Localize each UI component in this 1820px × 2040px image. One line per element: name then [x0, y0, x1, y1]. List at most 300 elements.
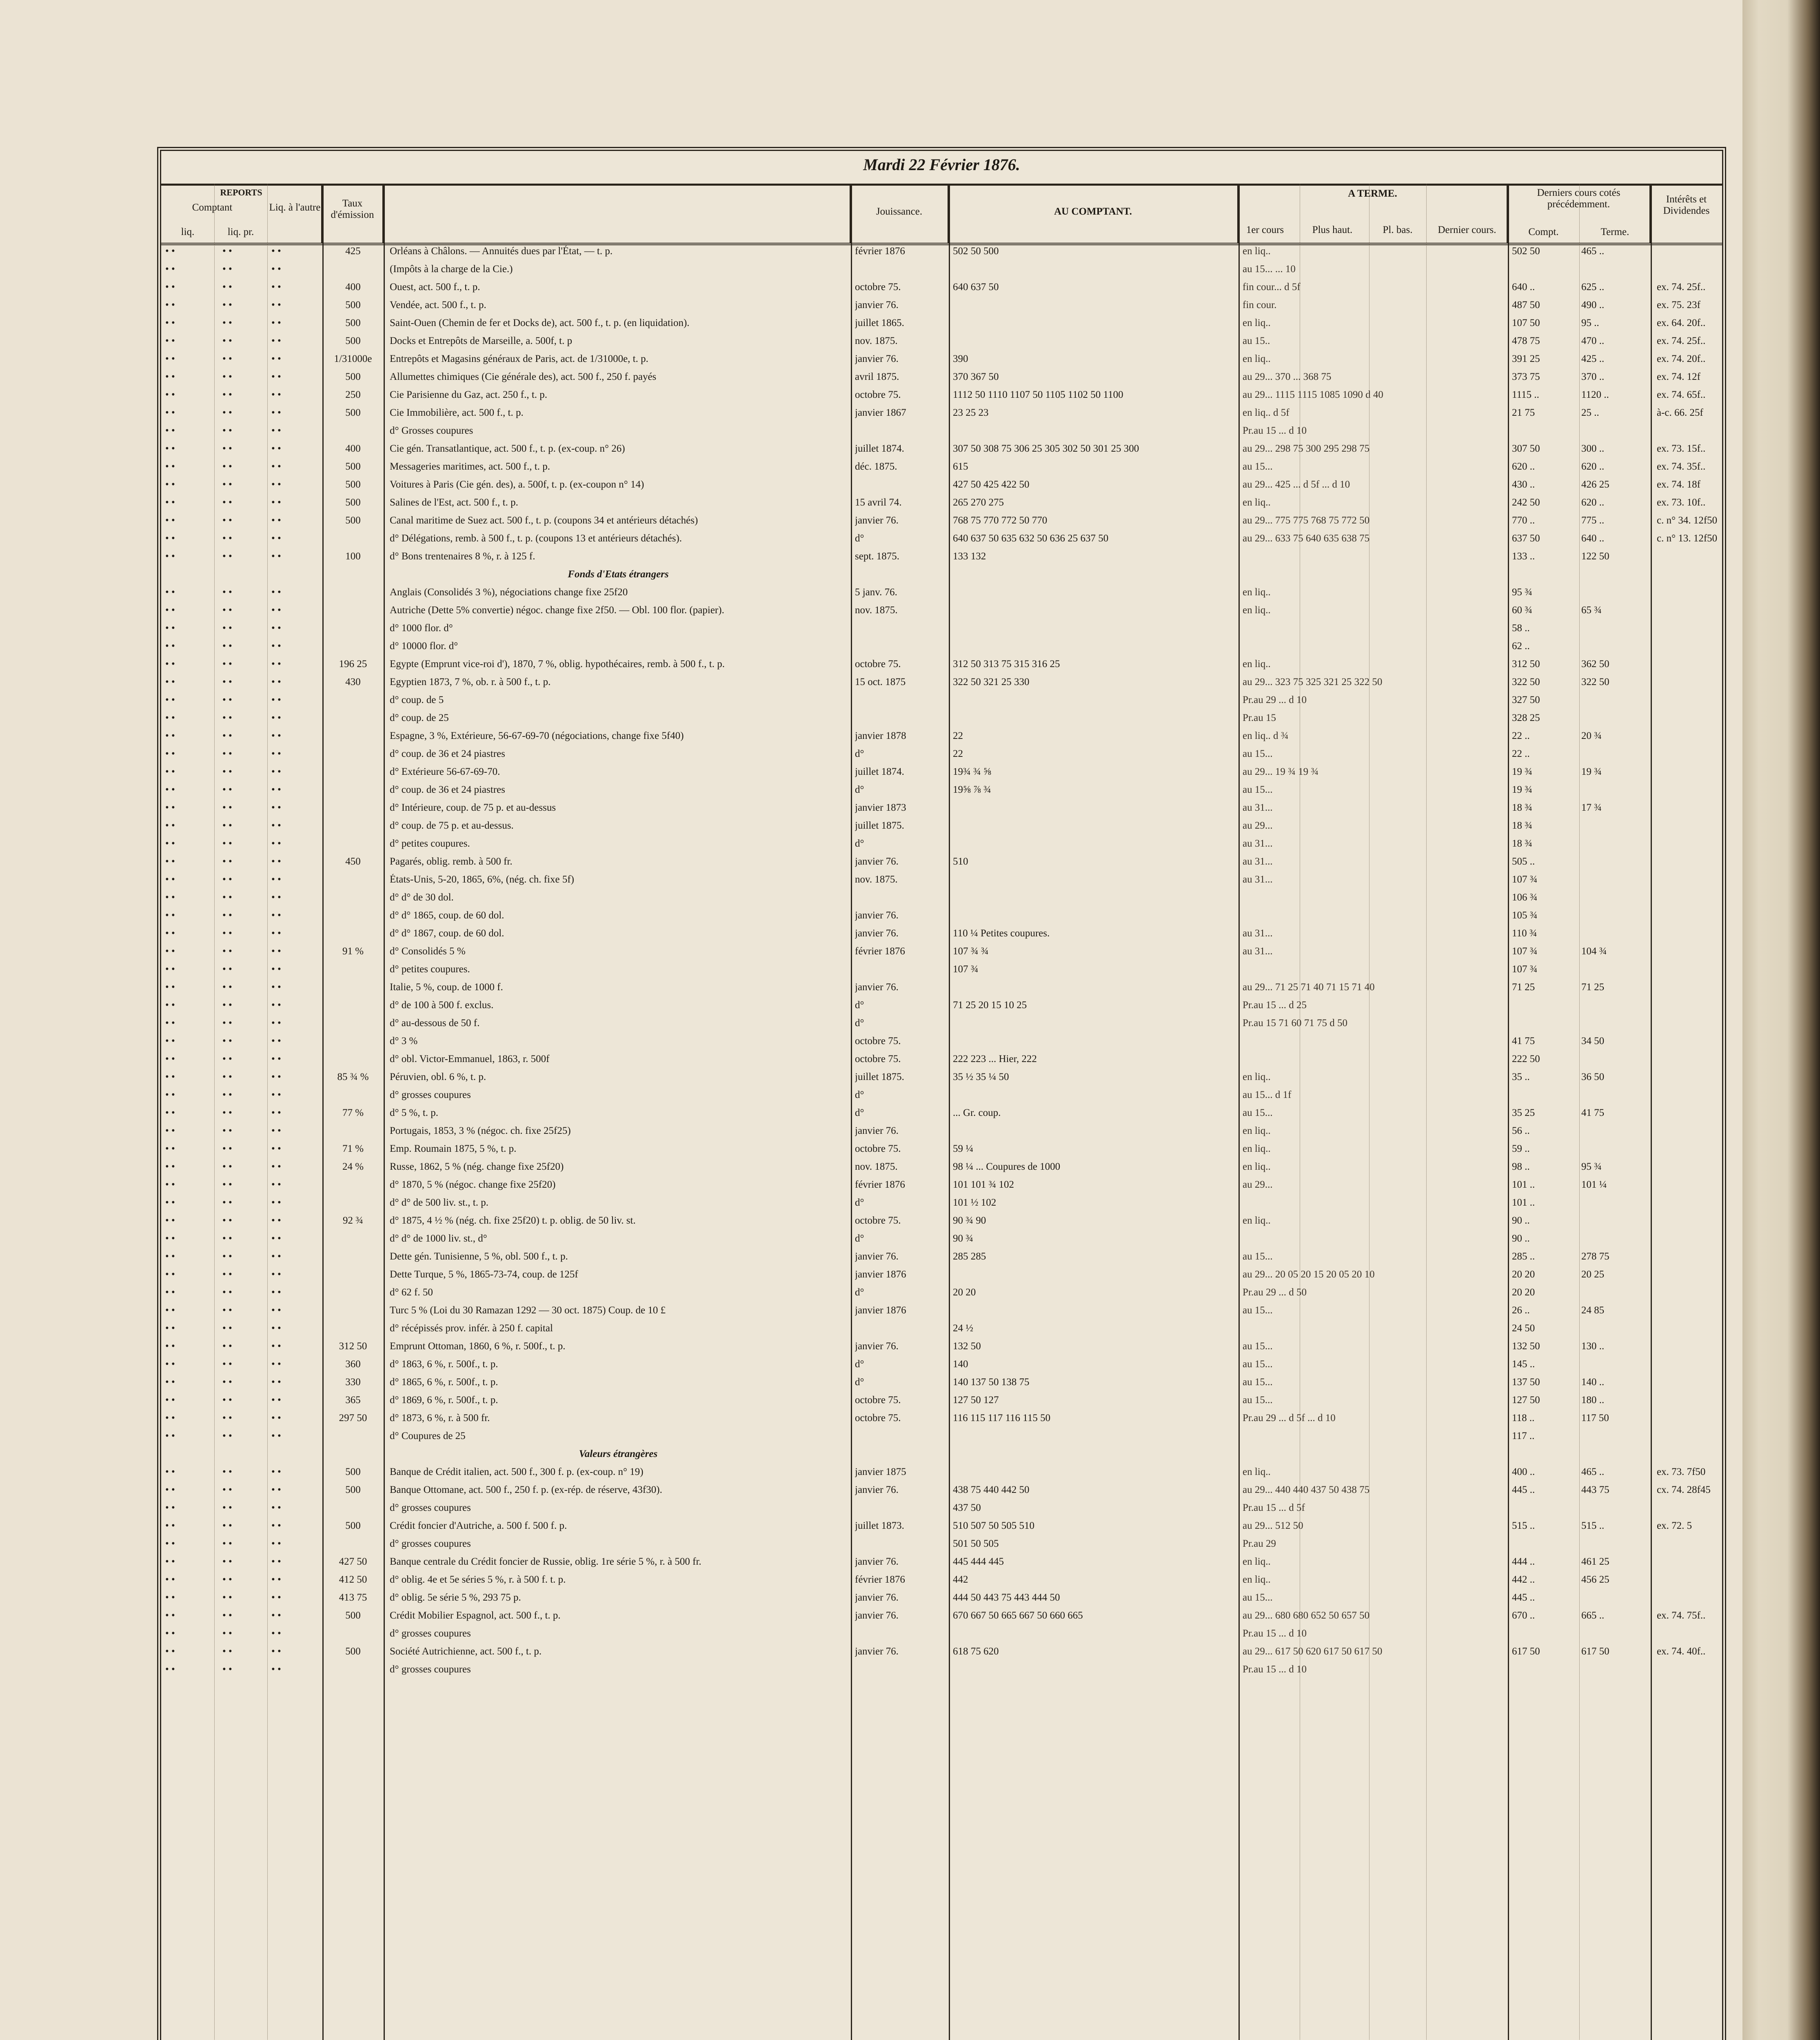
table-header [161, 184, 1722, 245]
comptant-cell: 101 101 ¾ 102 [953, 1179, 1014, 1190]
placeholder-dots: • • [165, 443, 175, 454]
table-row [161, 656, 1722, 674]
table-row [161, 494, 1722, 512]
placeholder-dots: • • [222, 1053, 232, 1064]
jouissance-cell: janvier 76. [855, 1484, 899, 1495]
placeholder-dots: • • [222, 1466, 232, 1477]
terme-cell: au 15... ... 10 [1243, 264, 1296, 275]
security-name: Egypte (Emprunt vice-roi d'), 1870, 7 %, oblig. hypothécaires, remb. à 500 f., t. p. [390, 659, 725, 670]
placeholder-dots: • • [271, 1610, 281, 1621]
dernier-comptant-cell: 640 .. [1512, 282, 1535, 293]
placeholder-dots: • • [165, 1179, 175, 1190]
dernier-comptant-cell: 617 50 [1512, 1646, 1540, 1657]
comptant-cell: 502 50 500 [953, 246, 999, 257]
taux-cell: 425 [345, 246, 361, 257]
taux-cell: 500 [345, 479, 361, 490]
security-name: d° 1870, 5 % (négoc. change fixe 25f20) [390, 1179, 556, 1190]
security-name: d° 1865, 6 %, r. 500f., t. p. [390, 1377, 498, 1388]
placeholder-dots: • • [271, 982, 281, 993]
sheet-date: Mardi 22 Février 1876. [863, 155, 1020, 174]
placeholder-dots: • • [165, 676, 175, 687]
placeholder-dots: • • [271, 1107, 281, 1118]
comptant-cell: 222 223 ... Hier, 222 [953, 1053, 1037, 1064]
terme-cell: Pr.au 15 ... d 10 [1243, 425, 1307, 436]
dernier-terme-cell: 426 25 [1581, 479, 1609, 490]
taux-cell: 77 % [342, 1107, 364, 1118]
dernier-comptant-cell: 21 75 [1512, 407, 1535, 418]
table-row [161, 1643, 1722, 1661]
placeholder-dots: • • [165, 1161, 175, 1172]
placeholder-dots: • • [222, 1305, 232, 1316]
taux-cell: 312 50 [339, 1341, 367, 1352]
table-row [161, 1428, 1722, 1446]
terme-cell: fin cour. [1243, 299, 1277, 310]
terme-cell: en liq.. [1243, 353, 1271, 364]
table-row [161, 261, 1722, 279]
placeholder-dots: • • [271, 1287, 281, 1298]
jouissance-cell: janvier 76. [855, 856, 899, 867]
placeholder-dots: • • [271, 838, 281, 849]
table-row [161, 997, 1722, 1015]
table-row [161, 1410, 1722, 1428]
comptant-label: Comptant [192, 202, 233, 213]
placeholder-dots: • • [271, 1556, 281, 1567]
table-row [161, 854, 1722, 871]
placeholder-dots: • • [271, 1018, 281, 1029]
table-row [161, 979, 1722, 997]
table-row [161, 1105, 1722, 1123]
table-row [161, 351, 1722, 369]
dernier-terme-cell: 17 ¾ [1581, 802, 1602, 813]
placeholder-dots: • • [222, 1412, 232, 1424]
placeholder-dots: • • [165, 946, 175, 957]
plus-haut-label: Plus haut. [1312, 224, 1353, 235]
terme-cell: au 15... [1243, 461, 1273, 472]
security-name: Banque centrale du Crédit foncier de Russie, oblig. 1re série 5 %, r. à 500 fr. [390, 1556, 701, 1567]
security-name: d° coup. de 36 et 24 piastres [390, 748, 505, 759]
placeholder-dots: • • [165, 425, 175, 436]
table-row [161, 1266, 1722, 1284]
placeholder-dots: • • [271, 676, 281, 687]
table-row [161, 1051, 1722, 1069]
placeholder-dots: • • [165, 479, 175, 490]
placeholder-dots: • • [222, 874, 232, 885]
dernier-cours-label: Dernier cours. [1438, 224, 1496, 235]
security-name: Dette Turque, 5 %, 1865-73-74, coup. de 125f [390, 1269, 578, 1280]
comptant-cell: 71 25 20 15 10 25 [953, 1000, 1027, 1011]
terme-cell: au 29... 298 75 300 295 298 75 [1243, 443, 1370, 454]
placeholder-dots: • • [271, 802, 281, 813]
dividende-cell: ex. 74. 20f.. [1657, 353, 1706, 364]
terme-cell: au 31... [1243, 856, 1273, 867]
liq-label: liq. [181, 226, 195, 237]
placeholder-dots: • • [222, 299, 232, 310]
placeholder-dots: • • [165, 1502, 175, 1513]
taux-cell: 365 [345, 1395, 361, 1406]
placeholder-dots: • • [165, 1538, 175, 1549]
security-name: Canal maritime de Suez act. 500 f., t. p. (coupons 34 et antérieurs détachés) [390, 515, 698, 526]
dividende-cell: ex. 75. 23f [1657, 299, 1700, 310]
placeholder-dots: • • [222, 353, 232, 364]
terme-cell: Pr.au 29 ... d 50 [1243, 1287, 1307, 1298]
taux-cell: 450 [345, 856, 361, 867]
terme-cell: Pr.au 29 ... d 10 [1243, 694, 1307, 705]
comptant-header [949, 186, 1238, 243]
placeholder-dots: • • [271, 407, 281, 418]
placeholder-dots: • • [271, 533, 281, 544]
placeholder-dots: • • [222, 1395, 232, 1406]
placeholder-dots: • • [271, 1305, 281, 1316]
dernier-comptant-cell: 60 ¾ [1512, 605, 1532, 616]
table-row [161, 764, 1722, 782]
jouissance-cell: janvier 76. [855, 299, 899, 310]
placeholder-dots: • • [271, 694, 281, 705]
table-row [161, 728, 1722, 746]
dividende-cell: ex. 74. 25f.. [1657, 282, 1706, 293]
placeholder-dots: • • [271, 1430, 281, 1441]
placeholder-dots: • • [271, 317, 281, 328]
security-name: d° petites coupures. [390, 838, 470, 849]
taux-cell: 500 [345, 335, 361, 346]
security-name: Banque de Crédit italien, act. 500 f., 300 f. p. (ex-coup. n° 19) [390, 1466, 644, 1477]
taux-cell: 297 50 [339, 1412, 367, 1424]
dernier-comptant-cell: 56 .. [1512, 1125, 1530, 1136]
table-row [161, 782, 1722, 800]
dernier-terme-cell: 104 ¾ [1581, 946, 1607, 957]
dernier-terme-cell: 1120 .. [1581, 389, 1609, 400]
table-row [161, 243, 1722, 261]
jouissance-cell: janvier 76. [855, 1251, 899, 1262]
table-row [161, 1482, 1722, 1500]
placeholder-dots: • • [271, 1251, 281, 1262]
placeholder-dots: • • [271, 443, 281, 454]
title-header [384, 186, 851, 243]
section-title: Fonds d'Etats étrangers [568, 569, 669, 580]
placeholder-dots: • • [222, 1556, 232, 1567]
dernier-comptant-cell: 478 75 [1512, 335, 1540, 346]
placeholder-dots: • • [222, 587, 232, 598]
placeholder-dots: • • [165, 748, 175, 759]
derniers-cours-label: Derniers cours cotés précédemment. [1537, 187, 1620, 210]
placeholder-dots: • • [222, 282, 232, 293]
placeholder-dots: • • [222, 1179, 232, 1190]
comptant-cell: 140 [953, 1359, 968, 1370]
security-name: d° coup. de 5 [390, 694, 444, 705]
comptant-cell: 127 50 127 [953, 1395, 999, 1406]
placeholder-dots: • • [271, 587, 281, 598]
security-name: Ouest, act. 500 f., t. p. [390, 282, 480, 293]
security-name: Société Autrichienne, act. 500 f., t. p. [390, 1646, 542, 1657]
dernier-comptant-cell: 445 .. [1512, 1592, 1535, 1603]
terme-cell: Pr.au 15 ... d 10 [1243, 1628, 1307, 1639]
dernier-comptant-cell: 19 ¾ [1512, 784, 1532, 795]
table-row [161, 961, 1722, 979]
placeholder-dots: • • [222, 982, 232, 993]
a-terme-label: A TERME. [1348, 188, 1397, 199]
jouissance-cell: janvier 1876 [855, 1269, 906, 1280]
comptant-cell: 107 ¾ [953, 964, 979, 975]
table-row [161, 889, 1722, 907]
terme-cell: au 29... 1115 1115 1085 1090 d 40 [1243, 389, 1383, 400]
dernier-comptant-cell: 98 .. [1512, 1161, 1530, 1172]
comptant-cell: 110 ¼ Petites coupures. [953, 928, 1050, 939]
taux-cell: 500 [345, 1520, 361, 1531]
comptant-cell: 98 ¼ ... Coupures de 1000 [953, 1161, 1061, 1172]
dividende-cell: ex. 73. 7f50 [1657, 1466, 1706, 1477]
dernier-comptant-cell: 670 .. [1512, 1610, 1535, 1621]
security-name: d° Grosses coupures [390, 425, 473, 436]
taux-cell: 500 [345, 299, 361, 310]
security-name: d° Consolidés 5 % [390, 946, 466, 957]
dernier-terme-cell: 95 ¾ [1581, 1161, 1602, 1172]
compt-label: Compt. [1528, 226, 1559, 237]
dernier-terme-cell: 41 75 [1581, 1107, 1605, 1118]
dernier-terme-cell: 640 .. [1581, 533, 1605, 544]
placeholder-dots: • • [165, 623, 175, 634]
jouissance-cell: avril 1875. [855, 371, 899, 382]
terme-cell: en liq.. [1243, 1215, 1271, 1226]
placeholder-dots: • • [271, 1484, 281, 1495]
security-name: d° d° 1867, coup. de 60 dol. [390, 928, 504, 939]
placeholder-dots: • • [165, 407, 175, 418]
table-row [161, 584, 1722, 602]
jouissance-cell: juillet 1875. [855, 820, 904, 831]
dernier-comptant-cell: 132 50 [1512, 1341, 1540, 1352]
table-row [161, 1231, 1722, 1248]
terme-cell: en liq.. [1243, 1574, 1271, 1585]
table-row [161, 459, 1722, 477]
dernier-terme-cell: 101 ¼ [1581, 1179, 1607, 1190]
jouissance-cell: juillet 1865. [855, 317, 904, 328]
placeholder-dots: • • [222, 623, 232, 634]
placeholder-dots: • • [165, 1323, 175, 1334]
placeholder-dots: • • [271, 371, 281, 382]
placeholder-dots: • • [165, 1610, 175, 1621]
terme-cell: au 29... 323 75 325 321 25 322 50 [1243, 676, 1383, 687]
placeholder-dots: • • [271, 1089, 281, 1100]
dernier-terme-cell: 300 .. [1581, 443, 1605, 454]
jouissance-cell: nov. 1875. [855, 605, 898, 616]
terme-cell: fin cour... d 5f [1243, 282, 1301, 293]
security-name: d° 3 % [390, 1036, 418, 1047]
placeholder-dots: • • [165, 299, 175, 310]
dernier-terme-cell: 180 .. [1581, 1395, 1605, 1406]
security-name: Crédit foncier d'Autriche, a. 500 f. 500 f. p. [390, 1520, 567, 1531]
jouissance-cell: octobre 75. [855, 1053, 901, 1064]
placeholder-dots: • • [222, 461, 232, 472]
dernier-terme-cell: 620 .. [1581, 461, 1605, 472]
security-name: Péruvien, obl. 6 %, t. p. [390, 1071, 486, 1082]
table-row [161, 423, 1722, 441]
jouissance-header [851, 186, 949, 243]
placeholder-dots: • • [271, 1341, 281, 1352]
taux-cell: 1/31000e [334, 353, 372, 364]
security-name: Docks et Entrepôts de Marseille, a. 500f, t. p [390, 335, 573, 346]
dernier-comptant-cell: 18 ¾ [1512, 820, 1532, 831]
placeholder-dots: • • [222, 838, 232, 849]
jouissance-cell: juillet 1873. [855, 1520, 904, 1531]
placeholder-dots: • • [222, 820, 232, 831]
jouissance-cell: janvier 76. [855, 1125, 899, 1136]
taux-cell: 500 [345, 497, 361, 508]
dernier-comptant-cell: 18 ¾ [1512, 802, 1532, 813]
table-row [161, 1141, 1722, 1159]
table-row [161, 1284, 1722, 1302]
terme-cell: au 29... 19 ¾ 19 ¾ [1243, 766, 1319, 777]
placeholder-dots: • • [222, 1018, 232, 1029]
placeholder-dots: • • [271, 1161, 281, 1172]
placeholder-dots: • • [271, 730, 281, 741]
security-name: Portugais, 1853, 3 % (négoc. ch. fixe 25f25) [390, 1125, 571, 1136]
dernier-terme-cell: 617 50 [1581, 1646, 1609, 1657]
comptant-cell: 427 50 425 422 50 [953, 479, 1030, 490]
placeholder-dots: • • [271, 1646, 281, 1657]
comptant-cell: 35 ½ 35 ¼ 50 [953, 1071, 1009, 1082]
jouissance-cell: janvier 76. [855, 515, 899, 526]
jouissance-cell: d° [855, 1233, 864, 1244]
security-name: Dette gén. Tunisienne, 5 %, obl. 500 f., t. p. [390, 1251, 568, 1262]
placeholder-dots: • • [165, 928, 175, 939]
comptant-cell: 265 270 275 [953, 497, 1004, 508]
security-name: d° de 100 à 500 f. exclus. [390, 1000, 494, 1011]
placeholder-dots: • • [271, 1125, 281, 1136]
liq-pr-label: liq. pr. [227, 226, 254, 237]
table-row [161, 369, 1722, 387]
placeholder-dots: • • [271, 712, 281, 723]
dernier-terme-cell: 140 .. [1581, 1377, 1605, 1388]
comptant-cell: 640 637 50 [953, 282, 999, 293]
table-row [161, 1374, 1722, 1392]
placeholder-dots: • • [222, 802, 232, 813]
comptant-cell: 23 25 23 [953, 407, 989, 418]
terme-cell: en liq.. [1243, 587, 1271, 598]
placeholder-dots: • • [165, 820, 175, 831]
jouissance-cell: juillet 1874. [855, 443, 904, 454]
jouissance-cell: d° [855, 1197, 864, 1208]
placeholder-dots: • • [165, 766, 175, 777]
table-row [161, 1608, 1722, 1625]
dernier-terme-cell: 95 .. [1581, 317, 1599, 328]
placeholder-dots: • • [271, 784, 281, 795]
table-row [161, 333, 1722, 351]
terme-cell: Pr.au 15 [1243, 712, 1276, 723]
dernier-terme-cell: 65 ¾ [1581, 605, 1602, 616]
terme-cell: Pr.au 15 ... d 25 [1243, 1000, 1307, 1011]
jouissance-cell: d° [855, 1089, 864, 1100]
jouissance-cell: octobre 75. [855, 1036, 901, 1047]
dernier-comptant-cell: 1115 .. [1512, 389, 1539, 400]
terme-cell: au 29... 512 50 [1243, 1520, 1303, 1531]
jouissance-cell: sept. 1875. [855, 551, 900, 562]
dernier-comptant-cell: 127 50 [1512, 1395, 1540, 1406]
dernier-comptant-cell: 312 50 [1512, 659, 1540, 670]
placeholder-dots: • • [222, 389, 232, 400]
placeholder-dots: • • [222, 1628, 232, 1639]
security-name: d° d° de 30 dol. [390, 892, 454, 903]
placeholder-dots: • • [222, 730, 232, 741]
jouissance-cell: juillet 1875. [855, 1071, 904, 1082]
comptant-cell: 615 [953, 461, 968, 472]
comptant-cell: 438 75 440 442 50 [953, 1484, 1030, 1495]
terme-cell: au 31... [1243, 838, 1273, 849]
dernier-comptant-cell: 35 .. [1512, 1071, 1530, 1082]
dividende-cell: ex. 74. 18f [1657, 479, 1700, 490]
comptant-cell: 444 50 443 75 443 444 50 [953, 1592, 1060, 1603]
taux-cell: 91 % [342, 946, 364, 957]
placeholder-dots: • • [222, 605, 232, 616]
comptant-cell: 285 285 [953, 1251, 986, 1262]
dernier-comptant-cell: 242 50 [1512, 497, 1540, 508]
dernier-comptant-cell: 106 ¾ [1512, 892, 1538, 903]
placeholder-dots: • • [271, 1628, 281, 1639]
security-name: Autriche (Dette 5% convertie) négoc. change fixe 2f50. — Obl. 100 flor. (papier). [390, 605, 724, 616]
dernier-comptant-cell: 770 .. [1512, 515, 1535, 526]
dernier-comptant-cell: 107 50 [1512, 317, 1540, 328]
placeholder-dots: • • [222, 910, 232, 921]
security-name: d° 5 %, t. p. [390, 1107, 439, 1118]
placeholder-dots: • • [222, 317, 232, 328]
reports-header [161, 186, 322, 243]
dernier-comptant-cell: 445 .. [1512, 1484, 1535, 1495]
placeholder-dots: • • [271, 946, 281, 957]
dernier-terme-cell: 665 .. [1581, 1610, 1605, 1621]
placeholder-dots: • • [165, 1215, 175, 1226]
liq-autre-label: Liq. à l'autre [269, 202, 321, 213]
placeholder-dots: • • [165, 910, 175, 921]
placeholder-dots: • • [222, 371, 232, 382]
comptant-cell: 132 50 [953, 1341, 981, 1352]
taux-cell: 196 25 [339, 659, 367, 670]
jouissance-cell: d° [855, 748, 864, 759]
placeholder-dots: • • [271, 1071, 281, 1082]
placeholder-dots: • • [271, 910, 281, 921]
jouissance-cell: juillet 1874. [855, 766, 904, 777]
security-name: Crédit Mobilier Espagnol, act. 500 f., t. p. [390, 1610, 561, 1621]
dernier-comptant-cell: 391 25 [1512, 353, 1540, 364]
dernier-terme-cell: 515 .. [1581, 1520, 1605, 1531]
dernier-comptant-cell: 20 20 [1512, 1287, 1535, 1298]
dividende-cell: ex. 64. 20f.. [1657, 317, 1706, 328]
placeholder-dots: • • [165, 1233, 175, 1244]
dernier-terme-cell: 490 .. [1581, 299, 1605, 310]
dernier-comptant-cell: 327 50 [1512, 694, 1540, 705]
jouissance-cell: janvier 76. [855, 1610, 899, 1621]
placeholder-dots: • • [222, 694, 232, 705]
taux-cell: 500 [345, 1610, 361, 1621]
terme-cell: en liq.. [1243, 1161, 1271, 1172]
dividende-cell: c. n° 13. 12f50 [1657, 533, 1718, 544]
comptant-cell: 307 50 308 75 306 25 305 302 50 301 25 300 [953, 443, 1139, 454]
dernier-comptant-cell: 71 25 [1512, 982, 1535, 993]
jouissance-cell: janvier 76. [855, 928, 899, 939]
security-name: d° Extérieure 56-67-69-70. [390, 766, 500, 777]
jouissance-cell: 5 janv. 76. [855, 587, 897, 598]
placeholder-dots: • • [271, 425, 281, 436]
terme-cell: en liq.. [1243, 1556, 1271, 1567]
security-name: Saint-Ouen (Chemin de fer et Docks de), act. 500 f., t. p. (en liquidation). [390, 317, 690, 328]
taux-cell: 430 [345, 676, 361, 687]
dernier-terme-cell: 465 .. [1581, 246, 1605, 257]
terme-cell: au 15.. [1243, 335, 1270, 346]
placeholder-dots: • • [222, 1071, 232, 1082]
dernier-comptant-cell: 90 .. [1512, 1233, 1530, 1244]
placeholder-dots: • • [165, 1107, 175, 1118]
dernier-comptant-cell: 444 .. [1512, 1556, 1535, 1567]
table-row [161, 836, 1722, 854]
placeholder-dots: • • [271, 1179, 281, 1190]
table-row [161, 315, 1722, 333]
jouissance-cell: janvier 76. [855, 910, 899, 921]
